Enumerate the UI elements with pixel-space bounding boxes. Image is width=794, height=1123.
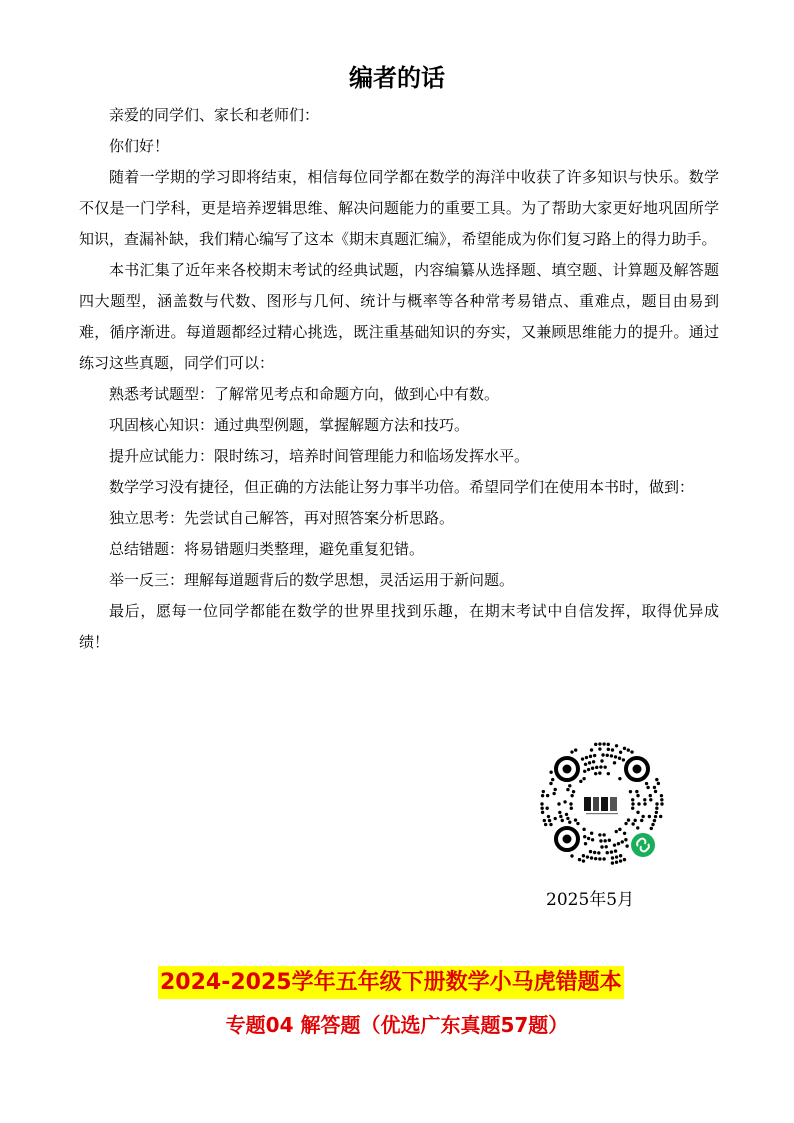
qr-dot xyxy=(578,858,581,861)
qr-dot xyxy=(598,771,601,774)
qr-dot xyxy=(594,743,597,746)
qr-dot xyxy=(590,748,593,751)
qr-dot xyxy=(576,822,579,825)
qr-dot xyxy=(619,854,622,857)
page-title: 编者的话 xyxy=(349,64,445,92)
qr-dot xyxy=(579,780,582,783)
qr-dot xyxy=(613,761,616,764)
qr-dot xyxy=(590,832,593,835)
qr-dot xyxy=(583,835,586,838)
qr-dot xyxy=(631,798,634,801)
qr-dot xyxy=(611,856,614,859)
qr-dot xyxy=(614,755,617,758)
qr-dot xyxy=(627,748,630,751)
qr-dot xyxy=(615,830,618,833)
qr-dot xyxy=(552,792,555,795)
qr-dot xyxy=(548,819,551,822)
qr-dot xyxy=(540,802,543,805)
paragraph-method: 数学学习没有捷径，但正确的方法能让努力事半功倍。希望同学们在使用本书时，做到： xyxy=(109,478,695,496)
qr-dot xyxy=(660,798,663,801)
qr-dot xyxy=(595,766,598,769)
qr-dot xyxy=(600,759,603,762)
qr-dot xyxy=(570,807,573,810)
qr-dot xyxy=(624,822,627,825)
qr-dot xyxy=(615,744,618,747)
date: 2025年5月 xyxy=(546,890,635,910)
benefit-item: 熟悉考试题型：了解常见考点和命题方向，做到心中有数。 xyxy=(109,385,500,403)
qr-dot xyxy=(586,855,589,858)
benefit-item: 巩固核心知识：通过典型例题，掌握解题方法和技巧。 xyxy=(109,416,470,434)
qr-dot xyxy=(610,850,613,853)
qr-dot xyxy=(659,815,662,818)
qr-dot xyxy=(590,856,593,859)
qr-dot xyxy=(649,798,652,801)
qr-dot xyxy=(648,815,651,818)
qr-dot xyxy=(574,748,577,751)
qr-dot xyxy=(608,839,611,842)
qr-dot xyxy=(563,800,566,803)
mini-program-qr-code[interactable] xyxy=(540,742,664,866)
preface-body xyxy=(79,100,719,658)
qr-dot xyxy=(554,817,557,820)
qr-dot xyxy=(588,761,591,764)
qr-dot xyxy=(546,794,549,797)
greeting: 亲爱的同学们、家长和老师们： xyxy=(109,106,320,124)
tip-item: 总结错题：将易错题归类整理，避免重复犯错。 xyxy=(109,540,425,558)
qr-dot xyxy=(587,768,590,771)
qr-dot xyxy=(606,851,609,854)
qr-dot xyxy=(544,823,547,826)
qr-dot xyxy=(606,754,609,757)
qr-dot xyxy=(584,842,587,845)
qr-dot xyxy=(636,794,639,797)
paragraph-intro: 随着一学期的学习即将结束，相信每位同学都在数学的海洋中收获了许多知识与快乐。数学不仅是一门学科，更是培养逻辑思维、解决问题能力的重要工具。为了帮助大家更好地巩固所学知识，查漏补缺，我们精心编写了这本《期末真题汇编》，希望能成为你们复习路上的得力助手。 xyxy=(79,168,719,248)
qr-dot xyxy=(655,807,658,810)
qr-dot xyxy=(636,811,639,814)
qr-dot xyxy=(558,811,561,814)
qr-dot xyxy=(602,857,605,860)
qr-dot xyxy=(541,811,544,814)
qr-dot xyxy=(541,794,544,797)
qr-dot xyxy=(623,747,626,750)
benefit-item: 提升应试能力：限时练习，培养时间管理能力和临场发挥水平。 xyxy=(109,447,530,465)
tip-item: 独立思考：先尝试自己解答，再对照答案分析思路。 xyxy=(109,509,455,527)
qr-dot xyxy=(568,784,571,787)
qr-dot xyxy=(547,815,550,818)
qr-dot xyxy=(631,822,634,825)
qr-dot xyxy=(614,849,617,852)
qr-dot xyxy=(611,748,614,751)
qr-dot xyxy=(629,790,632,793)
qr-dot xyxy=(637,802,640,805)
qr-dot xyxy=(602,833,605,836)
qr-dot xyxy=(660,794,663,797)
qr-dot xyxy=(599,765,602,768)
qr-dot xyxy=(653,819,656,822)
qr-dot xyxy=(630,750,633,753)
mini-program-link-icon xyxy=(631,833,655,857)
qr-dot xyxy=(568,820,571,823)
qr-dot xyxy=(566,817,569,820)
qr-dot xyxy=(597,851,600,854)
qr-dot xyxy=(625,844,628,847)
qr-dot xyxy=(650,827,653,830)
qr-dot xyxy=(615,855,618,858)
qr-dot xyxy=(559,815,562,818)
qr-dot xyxy=(635,790,638,793)
qr-dot xyxy=(615,861,618,864)
qr-dot xyxy=(551,778,554,781)
qr-dot xyxy=(621,840,624,843)
qr-dot xyxy=(655,811,658,814)
qr-dot xyxy=(543,819,546,822)
qr-dot xyxy=(641,815,644,818)
qr-dot xyxy=(660,802,663,805)
qr-dot xyxy=(654,815,657,818)
qr-dot xyxy=(570,794,573,797)
qr-dot xyxy=(565,813,568,816)
qr-dot xyxy=(610,754,613,757)
qr-dot xyxy=(566,788,569,791)
qr-dot xyxy=(654,790,657,793)
qr-dot xyxy=(585,756,588,759)
qr-dot xyxy=(619,751,622,754)
qr-dot xyxy=(570,750,573,753)
qr-dot xyxy=(618,828,621,831)
qr-dot xyxy=(570,854,573,857)
qr-dot xyxy=(594,772,597,775)
qr-dot xyxy=(634,819,637,822)
qr-dot xyxy=(582,777,585,780)
qr-dot xyxy=(540,806,543,809)
qr-dot xyxy=(623,858,626,861)
qr-dot xyxy=(589,755,592,758)
qr-dot xyxy=(655,802,658,805)
qr-dot xyxy=(598,747,601,750)
qr-dot xyxy=(636,826,639,829)
qr-dot xyxy=(643,802,646,805)
qr-dot xyxy=(617,842,620,845)
qr-dot xyxy=(584,763,587,766)
qr-dot xyxy=(549,782,552,785)
qr-dot xyxy=(561,819,564,822)
qr-dot xyxy=(598,742,601,745)
qr-dot xyxy=(623,832,626,835)
qr-dot xyxy=(640,819,643,822)
qr-dot xyxy=(592,760,595,763)
qr-dot xyxy=(554,788,557,791)
qr-dot xyxy=(581,757,584,760)
paragraph-content: 本书汇集了近年来各校期末考试的经典试题，内容编纂从选择题、填空题、计算题及解答题四大题型，涵盖数与代数、图形与几何、统计与概率等各种常考易错点、重难点，题目由易到难，循序渐进。每道题都经过精心挑选，既注重基础知识的夯实，又兼顾思维能力的提升。通过练习这些真题，同学们可以： xyxy=(79,261,719,372)
qr-dot xyxy=(598,833,601,836)
qr-dot xyxy=(593,851,596,854)
qr-dot xyxy=(601,753,604,756)
qr-dot xyxy=(591,767,594,770)
qr-dot xyxy=(631,807,634,810)
qr-dot xyxy=(605,845,608,848)
qr-dot xyxy=(602,742,605,745)
qr-dot xyxy=(583,770,586,773)
qr-dot xyxy=(622,758,625,761)
qr-dot xyxy=(646,786,649,789)
qr-dot xyxy=(549,823,552,826)
qr-dot xyxy=(607,772,610,775)
qr-finder-top-left xyxy=(556,758,578,780)
qr-dot xyxy=(603,839,606,842)
qr-dot xyxy=(545,807,548,810)
qr-dot xyxy=(619,859,622,862)
qr-dot xyxy=(618,777,621,780)
qr-dot xyxy=(587,837,590,840)
qr-dot xyxy=(627,818,630,821)
qr-dot xyxy=(645,782,648,785)
qr-dot xyxy=(572,790,575,793)
qr-finder-bottom-left xyxy=(556,828,578,850)
qr-dot xyxy=(613,843,616,846)
qr-finder-top-right xyxy=(626,758,648,780)
tip-item: 举一反三：理解每道题背后的数学思想，灵活运用于新问题。 xyxy=(109,571,515,589)
qr-dot xyxy=(557,802,560,805)
qr-dot xyxy=(594,857,597,860)
qr-dot xyxy=(607,743,610,746)
qr-dot xyxy=(591,838,594,841)
qr-dot xyxy=(653,786,656,789)
qr-dot xyxy=(582,859,585,862)
book-title: 2024-2025学年五年级下册数学小马虎错题本 xyxy=(158,966,624,999)
qr-dot xyxy=(549,771,552,774)
qr-dot xyxy=(611,861,614,864)
qr-dot xyxy=(582,854,585,857)
qr-dot xyxy=(599,839,602,842)
qr-dot xyxy=(649,794,652,797)
qr-dot xyxy=(657,782,660,785)
qr-dot xyxy=(631,802,634,805)
hello-line: 你们好！ xyxy=(109,137,170,155)
qr-dot xyxy=(593,754,596,757)
qr-dot xyxy=(598,857,601,860)
qr-dot xyxy=(651,823,654,826)
qr-dot xyxy=(600,845,603,848)
qr-dot xyxy=(603,765,606,768)
qr-dot xyxy=(655,778,658,781)
qr-dot xyxy=(574,818,577,821)
paragraph-closing: 最后，愿每一位同学都能在数学的世界里找到乐趣，在期末考试中自信发挥，取得优异成绩！ xyxy=(79,602,719,651)
qr-dot xyxy=(582,828,585,831)
qr-dot xyxy=(542,790,545,793)
qr-dot xyxy=(643,798,646,801)
qr-dot xyxy=(569,802,572,805)
qr-dot xyxy=(607,748,610,751)
topic-subtitle: 专题04 解答题（优选广东真题57题） xyxy=(225,1013,569,1037)
qr-dot xyxy=(589,850,592,853)
qr-dot xyxy=(618,757,621,760)
qr-dot xyxy=(624,838,627,841)
